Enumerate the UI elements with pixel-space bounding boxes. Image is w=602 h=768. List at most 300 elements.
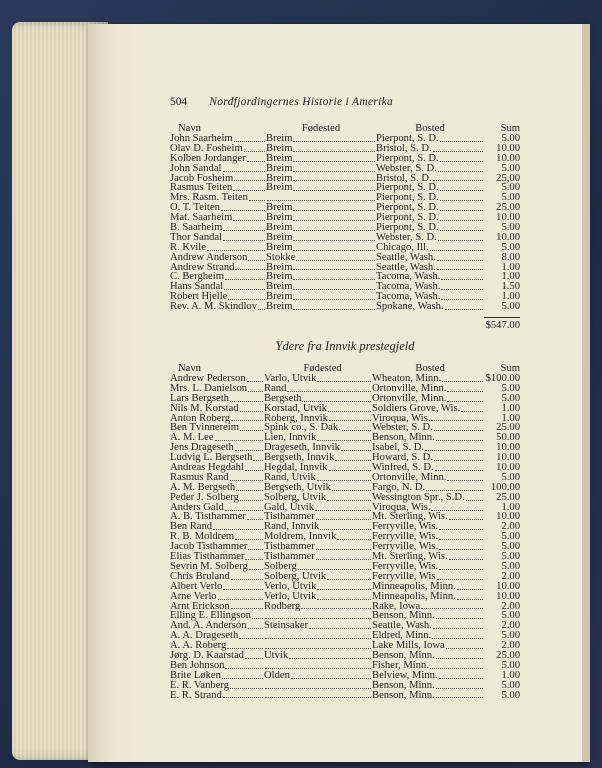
dot-leader bbox=[207, 243, 265, 251]
dot-leader bbox=[293, 263, 375, 271]
dot-leader bbox=[293, 292, 375, 300]
name-cell bbox=[170, 512, 264, 522]
residence-cell bbox=[376, 253, 484, 263]
dot-leader bbox=[449, 512, 483, 520]
dot-leader bbox=[230, 394, 263, 402]
dot-leader bbox=[436, 681, 483, 689]
dot-leader bbox=[431, 503, 483, 511]
total-rule bbox=[484, 317, 520, 318]
name-cell bbox=[170, 453, 264, 463]
dot-leader bbox=[329, 414, 371, 422]
birthplace-cell-text: Spink co., S. Dak. bbox=[264, 423, 341, 434]
table-row bbox=[170, 394, 520, 404]
name-cell bbox=[170, 493, 264, 503]
residence-cell-text: Seattle, Wash. bbox=[376, 262, 436, 273]
dot-leader bbox=[233, 213, 265, 221]
residence-cell bbox=[376, 144, 484, 154]
dot-leader bbox=[293, 203, 375, 211]
name-cell-text: Chris Bruland bbox=[170, 571, 230, 582]
dot-leader bbox=[342, 423, 371, 431]
residence-cell bbox=[372, 661, 484, 671]
sum-cell-text: 1.00 bbox=[501, 412, 520, 424]
dot-leader bbox=[431, 414, 483, 422]
residence-cell-text: Ortonville, Minn. bbox=[372, 472, 447, 483]
dot-leader bbox=[317, 433, 371, 441]
dot-leader bbox=[213, 522, 263, 530]
sum-cell-text: 5.00 bbox=[501, 182, 520, 194]
table-row bbox=[170, 374, 520, 384]
residence-cell-text: Minneapolis, Minn. bbox=[372, 581, 456, 592]
residence-cell-text: Winfred, S. D. bbox=[372, 463, 434, 473]
dot-leader bbox=[440, 213, 483, 221]
residence-cell-text: Benson, Minn. bbox=[372, 650, 435, 661]
dot-leader bbox=[341, 443, 371, 451]
residence-cell-text: Fisher, Minn. bbox=[372, 660, 429, 671]
sum-cell-text: 50.00 bbox=[496, 432, 520, 444]
dot-leader bbox=[436, 611, 483, 619]
sum-cell-text: 2.00 bbox=[501, 600, 520, 612]
dot-leader bbox=[446, 641, 483, 649]
table-row bbox=[170, 263, 520, 273]
col-name-header: Navn bbox=[178, 363, 201, 375]
dot-leader bbox=[441, 272, 483, 280]
dot-leader bbox=[298, 562, 371, 570]
residence-cell bbox=[372, 522, 484, 532]
table-row bbox=[170, 522, 520, 532]
name-cell-text: Anders Gald bbox=[170, 502, 224, 513]
sum-cell-text: 25,00 bbox=[496, 172, 520, 184]
dot-leader bbox=[248, 384, 263, 392]
dot-leader bbox=[426, 483, 483, 491]
dot-leader bbox=[440, 134, 483, 142]
dot-leader bbox=[335, 453, 371, 461]
name-cell bbox=[170, 263, 266, 273]
residence-cell bbox=[372, 512, 484, 522]
birthplace-cell-text: Breim bbox=[266, 183, 293, 194]
table-row bbox=[170, 562, 520, 572]
dot-leader bbox=[437, 253, 483, 261]
sum-cell-text: 5.00 bbox=[501, 531, 520, 543]
dot-leader bbox=[245, 552, 263, 560]
sum-cell-text: 5.00 bbox=[501, 301, 520, 313]
residence-cell bbox=[372, 631, 484, 641]
sum-cell-text: 5.00 bbox=[501, 192, 520, 204]
residence-cell-text: Benson, Minn. bbox=[372, 680, 435, 691]
table-row bbox=[170, 611, 520, 621]
name-cell bbox=[170, 631, 264, 641]
name-cell-text: Peder J. Solberg bbox=[170, 492, 239, 503]
birthplace-cell-text: Breim bbox=[266, 213, 293, 224]
residence-cell bbox=[372, 493, 484, 503]
sum-cell-text: 5.00 bbox=[501, 659, 520, 671]
residence-cell bbox=[372, 671, 484, 681]
birthplace-cell bbox=[264, 394, 372, 404]
name-cell bbox=[170, 233, 266, 243]
dot-leader bbox=[457, 592, 483, 600]
name-cell-text: A. M. Lee bbox=[170, 433, 214, 444]
residence-cell-text: Rake, Iowa bbox=[372, 601, 421, 612]
residence-cell-text: Ferryville, Wis. bbox=[372, 522, 439, 533]
table-row bbox=[170, 542, 520, 552]
sum-cell-text: 5.00 bbox=[501, 689, 520, 701]
birthplace-cell-text: Utvik bbox=[264, 650, 289, 661]
birthplace-cell bbox=[264, 463, 372, 473]
dot-leader bbox=[291, 671, 371, 679]
residence-cell-text: Chicago, Ill. bbox=[376, 242, 429, 253]
sum-cell-text: $100.00 bbox=[485, 373, 520, 385]
name-cell bbox=[170, 661, 264, 671]
dot-leader bbox=[223, 164, 266, 172]
dot-leader bbox=[293, 183, 375, 191]
dot-leader bbox=[442, 374, 483, 382]
birthplace-cell-text: Breim bbox=[266, 232, 293, 243]
name-cell-text: Rev. A. M. Skindlov bbox=[170, 302, 258, 313]
name-cell-text: Arne Verlo bbox=[170, 591, 217, 602]
name-cell-text: Elias Tisthammer bbox=[170, 552, 245, 562]
name-cell-text: Jacob Fosheim bbox=[170, 173, 234, 184]
name-cell bbox=[170, 414, 264, 424]
dot-leader bbox=[316, 552, 371, 560]
dot-leader bbox=[293, 223, 375, 231]
table-row bbox=[170, 651, 520, 661]
birthplace-cell-text: Breim bbox=[266, 282, 293, 293]
sum-cell-text: 10.00 bbox=[496, 152, 520, 164]
residence-cell bbox=[376, 292, 484, 302]
name-cell bbox=[170, 223, 266, 233]
table-row bbox=[170, 641, 520, 651]
dot-leader bbox=[245, 463, 263, 471]
table-row bbox=[170, 292, 520, 302]
dot-leader bbox=[293, 154, 375, 162]
name-cell bbox=[170, 164, 266, 174]
dot-leader bbox=[230, 681, 263, 689]
birthplace-cell-text: Breim bbox=[266, 262, 293, 273]
name-cell-text: Nils M. Korstad bbox=[170, 403, 239, 414]
table-row bbox=[170, 414, 520, 424]
birthplace-cell bbox=[264, 503, 372, 513]
table-row bbox=[170, 552, 520, 562]
name-cell bbox=[170, 253, 266, 263]
birthplace-cell-text: Tisthammer bbox=[264, 542, 315, 553]
birthplace-cell-text: Drageseth, Innvik bbox=[264, 443, 340, 454]
name-cell-text: Elling E. Ellingson bbox=[170, 611, 251, 622]
dot-leader bbox=[457, 582, 483, 590]
dot-leader bbox=[440, 223, 483, 231]
dot-leader bbox=[239, 631, 263, 639]
dot-leader bbox=[265, 688, 371, 689]
sum-cell-text: 5.00 bbox=[501, 610, 520, 622]
sum-cell-text: 1.00 bbox=[501, 402, 520, 414]
dot-leader bbox=[317, 473, 371, 481]
birthplace-cell bbox=[264, 404, 372, 414]
birthplace-cell-text: Breim bbox=[266, 302, 293, 313]
birthplace-cell bbox=[264, 697, 372, 700]
residence-cell-text: Benson, Minn. bbox=[372, 433, 435, 444]
residence-cell bbox=[372, 503, 484, 513]
residence-cell-text: Pierpont, S. D. bbox=[376, 223, 439, 233]
col-residence-header: Bosted bbox=[415, 363, 445, 375]
name-cell bbox=[170, 611, 264, 621]
name-cell-text: Anton Roberg bbox=[170, 413, 231, 424]
residence-cell bbox=[372, 651, 484, 661]
birthplace-cell bbox=[266, 233, 376, 243]
dot-leader bbox=[447, 384, 483, 392]
birthplace-cell-text: Breim bbox=[266, 292, 293, 303]
residence-cell bbox=[372, 463, 484, 473]
name-cell-text: Andrew Strand bbox=[170, 262, 235, 273]
name-cell-text: Thor Sandal bbox=[170, 232, 223, 243]
name-cell-text: A. B. Tisthammer bbox=[170, 512, 246, 523]
dot-leader bbox=[293, 134, 375, 142]
dot-leader bbox=[440, 203, 483, 211]
dot-leader bbox=[225, 503, 263, 511]
name-cell bbox=[170, 532, 264, 542]
dot-leader bbox=[293, 243, 375, 251]
name-cell bbox=[170, 174, 266, 184]
dot-leader bbox=[265, 648, 371, 649]
table-row bbox=[170, 621, 520, 631]
table-row bbox=[170, 493, 520, 503]
table-row bbox=[170, 602, 520, 612]
residence-cell-text: Tacoma, Wash. bbox=[376, 292, 441, 303]
dot-leader bbox=[233, 183, 265, 191]
name-cell-text: Rasmus Teiten bbox=[170, 183, 233, 194]
table-row bbox=[170, 433, 520, 443]
birthplace-cell-text: Moldrem, Innvik bbox=[264, 532, 337, 543]
sum-cell-text: 10.00 bbox=[496, 462, 520, 474]
dot-leader bbox=[301, 602, 371, 610]
birthplace-cell bbox=[264, 423, 372, 433]
birthplace-cell-text: Steinsaker bbox=[264, 621, 309, 632]
dot-leader bbox=[224, 282, 265, 290]
name-cell-text: E. R. Vanberg bbox=[170, 680, 230, 691]
birthplace-cell-text: Breim bbox=[266, 223, 293, 233]
dot-leader bbox=[223, 223, 265, 231]
residence-cell bbox=[372, 691, 484, 701]
name-cell-text: Jens Drageseth bbox=[170, 443, 234, 454]
col-birthplace-header: Fødested bbox=[303, 363, 342, 375]
name-cell bbox=[170, 384, 264, 394]
sum-cell-text: 2.00 bbox=[501, 570, 520, 582]
residence-cell-text: Webster, S. D. bbox=[376, 232, 437, 243]
residence-cell-text: Ferryville, Wis. bbox=[372, 561, 439, 572]
dot-leader bbox=[293, 233, 375, 241]
birthplace-cell-text: Rodberg bbox=[264, 601, 301, 612]
sum-cell-text: 8.00 bbox=[501, 251, 520, 263]
sum-cell-text: 10.00 bbox=[496, 590, 520, 602]
residence-cell-text: Wheaton, Minn. bbox=[372, 374, 442, 384]
name-cell-text: Hans Sandal bbox=[170, 282, 224, 293]
sum-cell-text: 10.00 bbox=[496, 511, 520, 523]
birthplace-cell bbox=[266, 243, 376, 253]
birthplace-cell-text: Stokke bbox=[266, 252, 296, 263]
sum-cell-text: 25.00 bbox=[496, 649, 520, 661]
table-row bbox=[170, 253, 520, 263]
table-row bbox=[170, 404, 520, 414]
table-row bbox=[170, 223, 520, 233]
residence-cell bbox=[372, 681, 484, 691]
sum-cell-text: 10.00 bbox=[496, 142, 520, 154]
dot-leader bbox=[302, 394, 371, 402]
residence-cell-text: Webster, S. D. bbox=[376, 163, 437, 174]
dot-leader bbox=[332, 483, 371, 491]
residence-cell-text: Fargo, N. D. bbox=[372, 482, 426, 493]
dot-leader bbox=[433, 621, 483, 629]
dot-leader bbox=[317, 592, 371, 600]
dot-leader bbox=[439, 562, 483, 570]
dot-leader bbox=[434, 453, 483, 461]
dot-leader bbox=[436, 691, 483, 699]
birthplace-cell bbox=[264, 552, 372, 562]
table-row bbox=[170, 193, 520, 203]
residence-cell-text: Isabel, S. D. bbox=[372, 443, 425, 454]
table-row bbox=[170, 233, 520, 243]
birthplace-cell-text: Breim bbox=[266, 203, 293, 214]
birthplace-cell bbox=[264, 473, 372, 483]
running-header bbox=[170, 96, 520, 108]
birthplace-cell-text: Rand, Utvik bbox=[264, 472, 316, 483]
birthplace-cell bbox=[264, 443, 372, 453]
dot-leader bbox=[466, 493, 483, 501]
dot-leader bbox=[247, 374, 263, 382]
name-cell bbox=[170, 193, 266, 203]
dot-leader bbox=[441, 282, 483, 290]
birthplace-cell bbox=[266, 223, 376, 233]
residence-cell-text: Tacoma, Wash. bbox=[376, 272, 441, 283]
section1-list bbox=[170, 134, 520, 312]
dot-leader bbox=[231, 572, 263, 580]
residence-cell-text: Mt. Sterling, Wis. bbox=[372, 552, 448, 562]
dot-leader bbox=[247, 512, 263, 520]
residence-cell-text: Belview, Minn. bbox=[372, 670, 438, 681]
dot-leader bbox=[222, 671, 263, 679]
sum-cell-text: 25.00 bbox=[496, 491, 520, 503]
dot-leader bbox=[447, 473, 483, 481]
table-row bbox=[170, 572, 520, 582]
residence-cell bbox=[372, 611, 484, 621]
dot-leader bbox=[438, 164, 483, 172]
birthplace-cell-text: Breim bbox=[266, 272, 293, 283]
dot-leader bbox=[234, 174, 265, 182]
table-row bbox=[170, 154, 520, 164]
residence-cell bbox=[376, 193, 484, 203]
dot-leader bbox=[248, 621, 263, 629]
sum-cell-text: 10.00 bbox=[496, 212, 520, 224]
name-cell-text: Andrew Pederson bbox=[170, 374, 246, 384]
residence-cell bbox=[376, 164, 484, 174]
residence-cell bbox=[376, 272, 484, 282]
birthplace-cell-text: Tisthammer bbox=[264, 552, 315, 562]
dot-leader bbox=[240, 423, 263, 431]
sum-cell-text: 1.00 bbox=[501, 271, 520, 283]
residence-cell bbox=[372, 621, 484, 631]
dot-leader bbox=[234, 134, 265, 142]
sum-cell-text: 5.00 bbox=[501, 551, 520, 563]
residence-cell bbox=[372, 552, 484, 562]
dot-leader bbox=[327, 493, 371, 501]
name-cell bbox=[170, 592, 264, 602]
name-cell bbox=[170, 154, 266, 164]
dot-leader bbox=[320, 522, 371, 530]
dot-leader bbox=[309, 621, 371, 629]
dot-leader bbox=[293, 213, 375, 221]
dot-leader bbox=[329, 463, 371, 471]
dot-leader bbox=[230, 473, 263, 481]
name-cell bbox=[170, 651, 264, 661]
table-row bbox=[170, 532, 520, 542]
residence-cell bbox=[372, 572, 484, 582]
sum-cell-text: 25.00 bbox=[496, 422, 520, 434]
birthplace-cell bbox=[264, 483, 372, 493]
residence-cell-text: Soldiers Grove, Wis. bbox=[372, 403, 461, 414]
section2-heading: Ydere fra Innvik prestegjeld bbox=[275, 339, 415, 354]
residence-cell-text: Viroqua, Wis. bbox=[372, 502, 431, 513]
residence-cell-text: Ferryville, Wis. bbox=[372, 542, 439, 553]
dot-leader bbox=[449, 552, 483, 560]
birthplace-cell-text: Hegdal, Innvik bbox=[264, 463, 328, 473]
residence-cell bbox=[372, 433, 484, 443]
birthplace-cell bbox=[264, 512, 372, 522]
residence-cell bbox=[372, 532, 484, 542]
table-row bbox=[170, 681, 520, 691]
dot-leader bbox=[436, 651, 483, 659]
birthplace-cell-text: Olden bbox=[264, 670, 290, 681]
residence-cell bbox=[376, 243, 484, 253]
birthplace-cell bbox=[264, 592, 372, 602]
name-cell-text: C. Bergheim bbox=[170, 272, 224, 283]
residence-cell-text: Pierpont, S. D. bbox=[376, 203, 439, 214]
dot-leader bbox=[236, 483, 263, 491]
name-cell bbox=[170, 433, 264, 443]
dot-leader bbox=[223, 691, 263, 699]
dot-leader bbox=[293, 282, 375, 290]
name-cell bbox=[170, 243, 266, 253]
dot-leader bbox=[215, 433, 263, 441]
residence-cell-text: Bristol, S. D. bbox=[376, 143, 432, 154]
birthplace-cell bbox=[264, 621, 372, 631]
dot-leader bbox=[248, 253, 265, 261]
birthplace-cell bbox=[266, 292, 376, 302]
table-row bbox=[170, 134, 520, 144]
residence-cell bbox=[372, 582, 484, 592]
name-cell-text: And. A. Anderson bbox=[170, 621, 247, 632]
dot-leader bbox=[445, 302, 483, 310]
dot-leader bbox=[316, 542, 371, 550]
residence-cell bbox=[372, 374, 484, 384]
table-row bbox=[170, 592, 520, 602]
name-cell-text: John Sandal bbox=[170, 163, 222, 174]
dot-leader bbox=[327, 572, 371, 580]
dot-leader bbox=[328, 404, 371, 412]
table-row bbox=[170, 203, 520, 213]
sum-cell-text: 5.00 bbox=[501, 382, 520, 394]
name-cell-text: Sevrin M. Solberg bbox=[170, 561, 248, 572]
birthplace-cell bbox=[266, 253, 376, 263]
table-row bbox=[170, 582, 520, 592]
birthplace-cell-text: Solberg, Utvik bbox=[264, 492, 327, 503]
residence-cell-text: Mt. Sterling, Wis. bbox=[372, 512, 448, 523]
birthplace-cell-text: Solberg bbox=[264, 561, 297, 572]
page-number: 504 bbox=[170, 96, 188, 108]
dot-leader bbox=[293, 144, 375, 152]
residence-cell-text: Ferryville, Wis. bbox=[372, 532, 439, 543]
name-cell bbox=[170, 374, 264, 384]
name-cell-text: Albert Verlo bbox=[170, 581, 223, 592]
sum-cell-text: 1.00 bbox=[501, 261, 520, 273]
name-cell-text: R. Kvile bbox=[170, 242, 206, 253]
sum-cell-text: 10.00 bbox=[496, 231, 520, 243]
birthplace-cell bbox=[264, 602, 372, 612]
